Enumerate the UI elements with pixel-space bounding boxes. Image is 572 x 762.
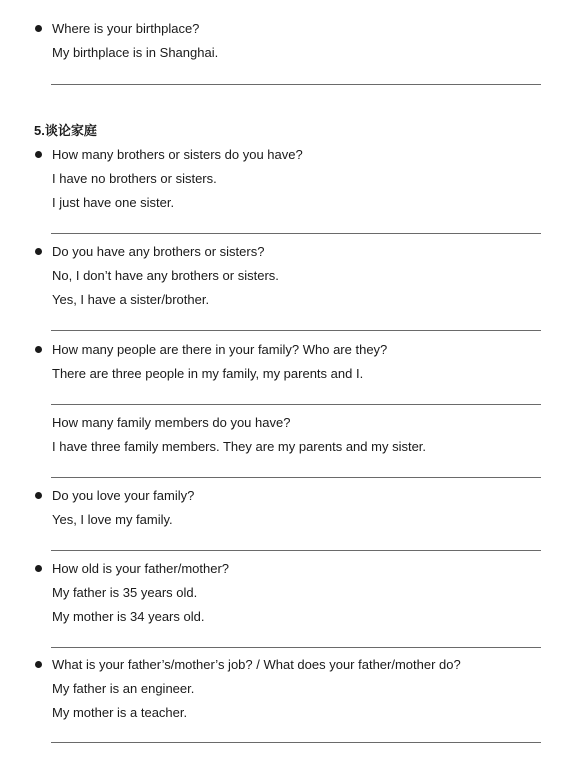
bullet-icon <box>35 661 42 668</box>
question-text: Do you love your family? <box>52 488 195 503</box>
bullet-icon <box>35 151 42 158</box>
question-text: How many people are there in your family? Who are they? <box>52 342 388 357</box>
bullet-icon <box>35 25 42 32</box>
answer-rule <box>51 330 541 331</box>
answer-text: My birthplace is in Shanghai. <box>52 45 219 60</box>
answer-text: My father is an engineer. <box>52 681 195 696</box>
answer-text: No, I don’t have any brothers or sisters. <box>52 268 279 283</box>
bullet-icon <box>35 248 42 255</box>
answer-rule <box>51 550 541 551</box>
answer-rule <box>51 233 541 234</box>
answer-text: I have three family members. They are my parents and my sister. <box>52 439 427 454</box>
answer-rule <box>51 647 541 648</box>
answer-text: My father is 35 years old. <box>52 585 198 600</box>
bullet-icon <box>35 565 42 572</box>
answer-rule <box>51 84 541 85</box>
section-heading: 5.谈论家庭 <box>34 123 97 138</box>
question-text: How many family members do you have? <box>52 415 291 430</box>
question-text: Do you have any brothers or sisters? <box>52 244 265 259</box>
answer-text: I just have one sister. <box>52 195 175 210</box>
question-text: What is your father’s/mother’s job? / What does your father/mother do? <box>52 657 461 672</box>
bullet-icon <box>35 492 42 499</box>
answer-text: My mother is a teacher. <box>52 705 188 720</box>
answer-text: My mother is 34 years old. <box>52 609 205 624</box>
question-text: How old is your father/mother? <box>52 561 230 576</box>
question-text: Where is your birthplace? <box>52 21 200 36</box>
answer-text: There are three people in my family, my parents and I. <box>52 366 364 381</box>
answer-text: Yes, I have a sister/brother. <box>52 292 210 307</box>
answer-text: Yes, I love my family. <box>52 512 173 527</box>
bullet-icon <box>35 346 42 353</box>
answer-rule <box>51 477 541 478</box>
answer-rule <box>51 742 541 743</box>
question-text: How many brothers or sisters do you have? <box>52 147 303 162</box>
answer-rule <box>51 404 541 405</box>
answer-text: I have no brothers or sisters. <box>52 171 217 186</box>
